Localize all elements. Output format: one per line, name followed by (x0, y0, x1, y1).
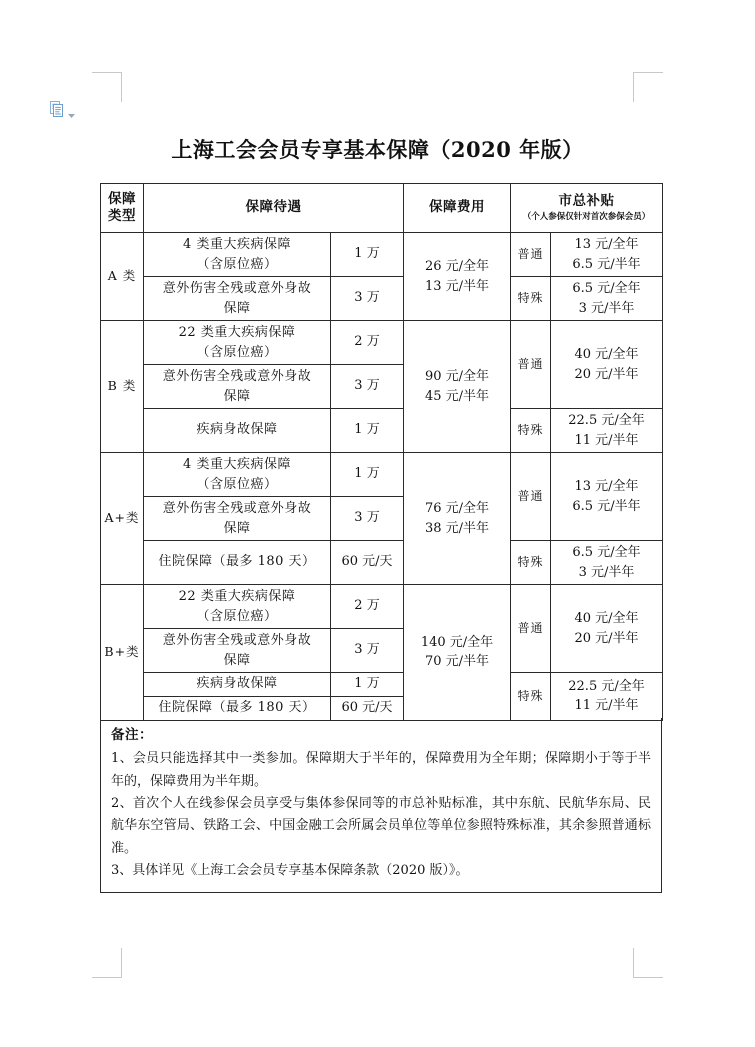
cell-benefit-amount: 3 万 (331, 365, 404, 409)
cell-benefit-name (144, 453, 331, 497)
cell-subsidy-amount (551, 453, 663, 541)
table-row (101, 321, 663, 365)
page-title: 上海工会会员专享基本保障（2020 年版） (171, 137, 584, 162)
fee-half-year: 38 元/半年 (424, 520, 490, 536)
cell-benefit-name (144, 233, 331, 277)
benefit-name-line2: 保障 (223, 652, 251, 668)
header-fee: 保障费用 (404, 184, 511, 233)
benefit-name-line1: 22 类重大疾病保障 (178, 325, 296, 340)
cell-benefit-name (144, 497, 331, 541)
cell-benefit-name (144, 365, 331, 409)
cell-subsidy-tier: 普通 (511, 453, 551, 541)
subsidy-annual: 6.5 元/全年 (572, 545, 641, 560)
table-row (101, 673, 663, 697)
fee-half-year: 45 元/半年 (424, 388, 490, 404)
benefit-table (100, 183, 663, 721)
subsidy-half-year: 3 元/半年 (578, 564, 635, 580)
fee-annual: 26 元/全年 (424, 259, 490, 274)
cell-class-type: A 类 (101, 233, 144, 321)
fee-annual: 140 元/全年 (420, 634, 494, 650)
cell-benefit-name: 住院保障（最多 180 天） (144, 541, 331, 585)
subsidy-half-year: 11 元/半年 (574, 432, 639, 448)
cell-subsidy-amount (551, 277, 663, 321)
notes-block (100, 718, 662, 893)
subsidy-half-year: 20 元/半年 (574, 630, 639, 646)
fee-half-year: 70 元/半年 (424, 654, 490, 670)
benefit-name-line1: 4 类重大疾病保障 (183, 457, 291, 472)
crop-mark-bottom-left (92, 948, 122, 978)
fee-half-year: 13 元/半年 (424, 278, 490, 294)
note-item: 3、具体详见《上海工会会员专享基本保障条款（2020 版）》。 (111, 863, 469, 879)
cell-fee (404, 585, 511, 721)
subsidy-half-year: 20 元/半年 (574, 366, 639, 382)
benefit-name-line1: 意外伤害全残或意外身故 (162, 369, 312, 384)
crop-mark-bottom-right (633, 948, 663, 978)
header-subsidy-main: 市总补贴 (558, 193, 615, 210)
benefit-name-line2: （含原位癌） (196, 608, 278, 624)
benefit-name-line2: （含原位癌） (196, 344, 278, 360)
fee-annual: 90 元/全年 (424, 369, 490, 384)
cell-benefit-name: 疾病身故保障 (144, 409, 331, 453)
table-row (101, 233, 663, 277)
cell-benefit-amount: 1 万 (331, 673, 404, 697)
cell-class-type: A+类 (101, 453, 144, 585)
benefit-name-line2: （含原位癌） (196, 256, 278, 272)
table-row (101, 277, 663, 321)
cell-benefit-amount: 2 万 (331, 585, 404, 629)
cell-benefit-amount: 60 元/天 (331, 541, 404, 585)
cell-subsidy-amount (551, 541, 663, 585)
cell-subsidy-amount (551, 321, 663, 409)
cell-subsidy-amount (551, 673, 663, 721)
cell-subsidy-tier: 特殊 (511, 277, 551, 321)
cell-subsidy-tier: 特殊 (511, 673, 551, 721)
table-header (101, 184, 663, 233)
subsidy-annual: 13 元/全年 (574, 237, 639, 252)
cell-benefit-amount: 3 万 (331, 629, 404, 673)
table-row (101, 585, 663, 629)
benefit-name-line1: 意外伤害全残或意外身故 (162, 281, 312, 296)
subsidy-annual: 6.5 元/全年 (572, 281, 641, 296)
subsidy-annual: 40 元/全年 (574, 347, 639, 362)
crop-mark-top-left (92, 72, 122, 102)
cell-subsidy-tier: 普通 (511, 233, 551, 277)
cell-class-type: B+类 (101, 585, 144, 721)
document-icon[interactable] (50, 101, 63, 117)
cell-benefit-name: 疾病身故保障 (144, 673, 331, 697)
subsidy-half-year: 3 元/半年 (578, 300, 635, 316)
cell-benefit-name: 住院保障（最多 180 天） (144, 696, 331, 720)
benefit-name-line1: 意外伤害全残或意外身故 (162, 633, 312, 648)
chevron-down-icon[interactable] (67, 105, 76, 114)
cell-class-type: B 类 (101, 321, 144, 453)
table-body (101, 233, 663, 721)
cell-subsidy-amount (551, 409, 663, 453)
cell-fee (404, 321, 511, 453)
benefit-name-line2: 保障 (223, 388, 251, 404)
benefit-name-line1: 意外伤害全残或意外身故 (162, 501, 312, 516)
notes-list (111, 748, 651, 882)
header-subsidy (511, 184, 663, 233)
table-header-row (101, 184, 663, 233)
header-class-type (101, 184, 144, 233)
subsidy-half-year: 11 元/半年 (574, 698, 639, 714)
cell-benefit-amount: 1 万 (331, 233, 404, 277)
cell-subsidy-amount (551, 585, 663, 673)
note-item: 2、首次个人在线参保会员享受与集体参保同等的市总补贴标准，其中东航、民航华东局、民航华东空管局、铁路工会、中国金融工会所属会员单位等单位参照特殊标准，其余参照普通标准。 (111, 795, 651, 856)
cell-benefit-name (144, 585, 331, 629)
header-subsidy-note: （个人参保仅针对首次参保会员） (522, 212, 651, 223)
note-item: 1、会员只能选择其中一类参加。保障期大于半年的，保障费用为全年期；保障期小于等于半年的，保障费用为半年期。 (111, 751, 651, 789)
document-object-control[interactable] (50, 101, 76, 117)
header-benefit: 保障待遇 (144, 184, 404, 233)
table-row (101, 453, 663, 497)
subsidy-annual: 40 元/全年 (574, 611, 639, 626)
cell-benefit-amount: 1 万 (331, 453, 404, 497)
header-class-type-line1: 保障 (108, 191, 136, 208)
table-row (101, 541, 663, 585)
cell-subsidy-tier: 普通 (511, 585, 551, 673)
cell-benefit-name (144, 321, 331, 365)
benefit-name-line2: 保障 (223, 300, 251, 316)
cell-benefit-amount: 3 万 (331, 277, 404, 321)
cell-benefit-name (144, 629, 331, 673)
cell-fee (404, 233, 511, 321)
header-class-type-line2: 类型 (108, 208, 136, 224)
cell-benefit-name (144, 277, 331, 321)
benefit-name-line2: （含原位癌） (196, 476, 278, 492)
benefit-name-line1: 22 类重大疾病保障 (178, 589, 296, 604)
cell-subsidy-amount (551, 233, 663, 277)
cell-benefit-amount: 2 万 (331, 321, 404, 365)
cell-benefit-amount: 1 万 (331, 409, 404, 453)
subsidy-half-year: 6.5 元/半年 (572, 498, 641, 514)
cell-subsidy-tier: 特殊 (511, 409, 551, 453)
cell-subsidy-tier: 普通 (511, 321, 551, 409)
table-row (101, 409, 663, 453)
subsidy-annual: 22.5 元/全年 (568, 678, 645, 694)
benefit-name-line1: 4 类重大疾病保障 (183, 237, 291, 252)
benefit-name-line2: 保障 (223, 520, 251, 536)
subsidy-half-year: 6.5 元/半年 (572, 256, 641, 272)
cell-fee (404, 453, 511, 585)
crop-mark-top-right (633, 72, 663, 102)
cell-benefit-amount: 60 元/天 (331, 696, 404, 720)
cell-benefit-amount: 3 万 (331, 497, 404, 541)
cell-subsidy-tier: 特殊 (511, 541, 551, 585)
notes-title: 备注： (111, 727, 153, 743)
fee-annual: 76 元/全年 (424, 501, 490, 516)
subsidy-annual: 13 元/全年 (574, 479, 639, 494)
subsidy-annual: 22.5 元/全年 (568, 413, 645, 428)
